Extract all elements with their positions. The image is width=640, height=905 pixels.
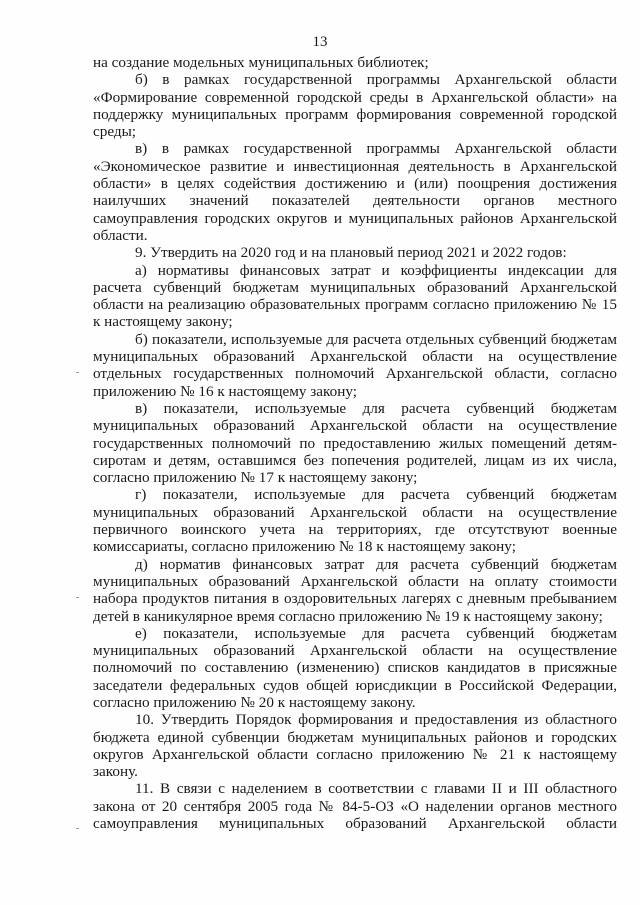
paragraph-9g: г) показатели, используемые для расчета субвенций бюджетам муниципальных образований Архангельской области на осуществление первичного воинского учета на территориях, где отсутствуют военные комиссариаты, согласно приложению № 18 к настоящему закону; <box>93 486 617 556</box>
paragraph-item-b-greenery: б) в рамках государственной программы Архангельской области «Формирование современной городской среды в Архангельской области» на поддержку муниципальных программ формирования современной городской среды; <box>93 71 617 141</box>
paragraph-9b: б) показатели, используемые для расчета отдельных субвенций бюджетам муниципальных образований Архангельской области на осуществление отдельных государственных полномочий Архангельской области, согласно приложению № 16 к настоящему закону; <box>93 330 617 400</box>
paragraph-9d: д) норматив финансовых затрат для расчета субвенций бюджетам муниципальных образований Архангельской области на оплату стоимости набора продуктов питания в оздоровительных лагерях с дневным пребыванием детей в каникулярное время согласно приложению № 19 к настоящему закону; <box>93 555 617 625</box>
paragraph-item-v-economy: в) в рамках государственной программы Архангельской области «Экономическое развитие и инвестиционная деятельность в Архангельской области» в целях содействия достижению и (или) поощрения достижения наилучших значений показателей деятельности органов местного самоуправления городских округов и муниципальных районов Архангельской области. <box>93 140 617 244</box>
margin-mark <box>76 597 79 598</box>
paragraph-10: 10. Утвердить Порядок формирования и предоставления из областного бюджета единой субвенции бюджетам муниципальных районов и городских округов Архангельской области согласно приложению № 21 к настоящему закону. <box>93 711 617 781</box>
paragraph-9-heading: 9. Утвердить на 2020 год и на плановый период 2021 и 2022 годов: <box>135 244 567 262</box>
paragraph-9v: в) показатели, используемые для расчета субвенций бюджетам муниципальных образований Архангельской области на осуществление государственных полномочий по предоставлению жилых помещений детям-сиротам и детям, оставшимся без попечения родителей, лицам из их числа, согласно приложению № 17 к настоящему закону; <box>93 399 617 487</box>
document-body <box>93 54 617 832</box>
page-number: 13 <box>312 34 328 50</box>
paragraph-9e: е) показатели, используемые для расчета субвенций бюджетам муниципальных образований Архангельской области на осуществление полномочий по составлению (изменению) списков кандидатов в присяжные заседатели федеральных судов общей юрисдикции в Российской Федерации, согласно приложению № 20 к настоящему закону. <box>93 624 617 711</box>
paragraph-11: 11. В связи с наделением в соответствии с главами II и III областного закона от 20 сентября 2005 года № 84-5-ОЗ «О наделении органов местного самоуправления муниципальных образований Архангельской области <box>93 780 617 833</box>
margin-mark <box>76 828 79 829</box>
margin-mark <box>76 372 79 373</box>
paragraph-9a: а) нормативы финансовых затрат и коэффициенты индексации для расчета субвенций бюджетам муниципальных образований Архангельской области на реализацию образовательных программ согласно приложению № 15 к настоящему закону; <box>93 261 617 331</box>
paragraph-continuation: на создание модельных муниципальных библиотек; <box>93 54 429 71</box>
